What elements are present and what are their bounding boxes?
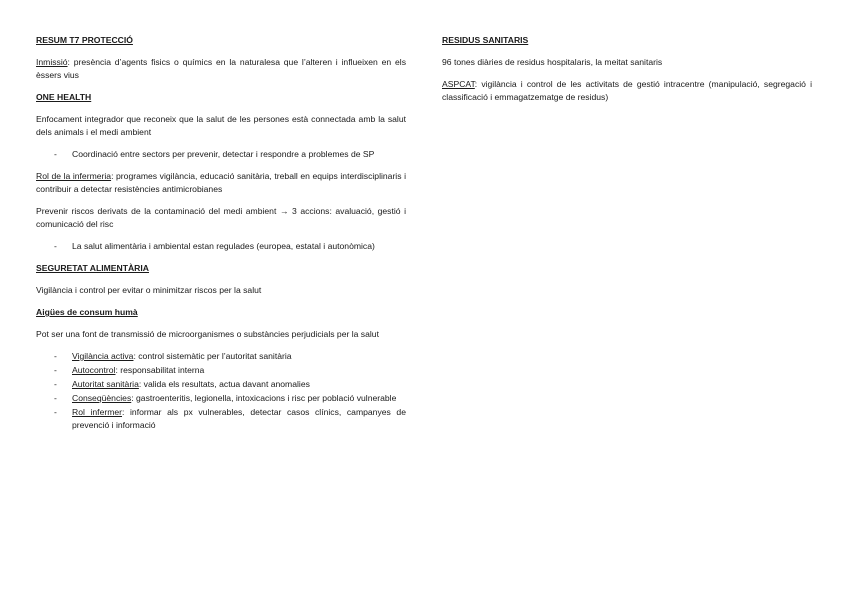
list-item: - La salut alimentària i ambiental estan regulades (europea, estatal i autonòmica) xyxy=(36,240,406,253)
item-text: : control sistemàtic per l’autoritat sanitària xyxy=(133,351,292,361)
list-item xyxy=(36,350,406,363)
regulation-list xyxy=(36,240,406,253)
list-item: - Coordinació entre sectors per prevenir, detectar i respondre a problemes de SP xyxy=(36,148,406,161)
item-term: Vigilància activa xyxy=(72,351,134,361)
item-term: Conseqüències xyxy=(72,393,132,403)
list-item xyxy=(36,406,406,432)
list-item xyxy=(36,392,406,405)
right-column xyxy=(442,34,812,113)
left-column xyxy=(36,34,406,441)
aigues-intro: Pot ser una font de transmissió de microorganismes o substàncies perjudicials per la salut xyxy=(36,329,379,339)
one-health-heading: ONE HEALTH xyxy=(36,92,92,102)
aspcat-text: : vigilància i control de les activitats de gestió intracentre (manipulació, segregació i classificació i emmagatzematge de residus) xyxy=(442,79,812,102)
residus-line: 96 tones diàries de residus hospitalaris, la meitat sanitaris xyxy=(442,57,663,67)
item-text: : gastroenteritis, legionella, intoxicacions i risc per població vulnerable xyxy=(131,393,397,403)
item-term: Autocontrol xyxy=(72,365,116,375)
item-term: Rol infermer xyxy=(72,407,123,417)
item-term: Autoritat sanitària xyxy=(72,379,139,389)
aspcat-paragraph xyxy=(442,78,812,104)
seguretat-heading: SEGURETAT ALIMENTÀRIA xyxy=(36,263,149,273)
item-text: : valida els resultats, actua davant anomalies xyxy=(138,379,310,389)
rol-infermeria-text: : programes vigilància, educació sanitària, treball en equips interdisciplinaris i contribuir a detectar resistències antimicrobianes xyxy=(36,171,406,194)
rol-infermeria-term: Rol de la infermeria xyxy=(36,171,112,181)
aigues-list xyxy=(36,350,406,432)
list-item xyxy=(36,364,406,377)
list-item xyxy=(36,378,406,391)
seguretat-text: Vigilància i control per evitar o minimitzar riscos per la salut xyxy=(36,285,262,295)
one-health-intro: Enfocament integrador que reconeix que la salut de les persones està connectada amb la salut dels animals i el medi ambient xyxy=(36,114,406,137)
one-health-list xyxy=(36,148,406,161)
inmissio-definition xyxy=(36,56,406,82)
inmissio-text: : presència d’agents fisics o químics en la naturalesa que l’alteren i influeixen en els èssers vius xyxy=(36,57,406,80)
prevenir-paragraph: Prevenir riscos derivats de la contaminació del medi ambient → 3 accions: avaluació, gestió i comunicació del risc xyxy=(36,206,406,229)
inmissio-term: Inmissió xyxy=(36,57,68,67)
aigues-heading: Aigües de consum humà xyxy=(36,307,138,317)
document-title: RESUM T7 PROTECCIÓ xyxy=(36,35,133,45)
item-text: : informar als px vulnerables, detectar casos clínics, campanyes de prevenció i informació xyxy=(72,407,406,430)
item-text: : responsabilitat interna xyxy=(115,365,205,375)
residus-heading: RESIDUS SANITARIS xyxy=(442,35,529,45)
aspcat-term: ASPCAT xyxy=(442,79,475,89)
rol-infermeria-paragraph xyxy=(36,170,406,196)
